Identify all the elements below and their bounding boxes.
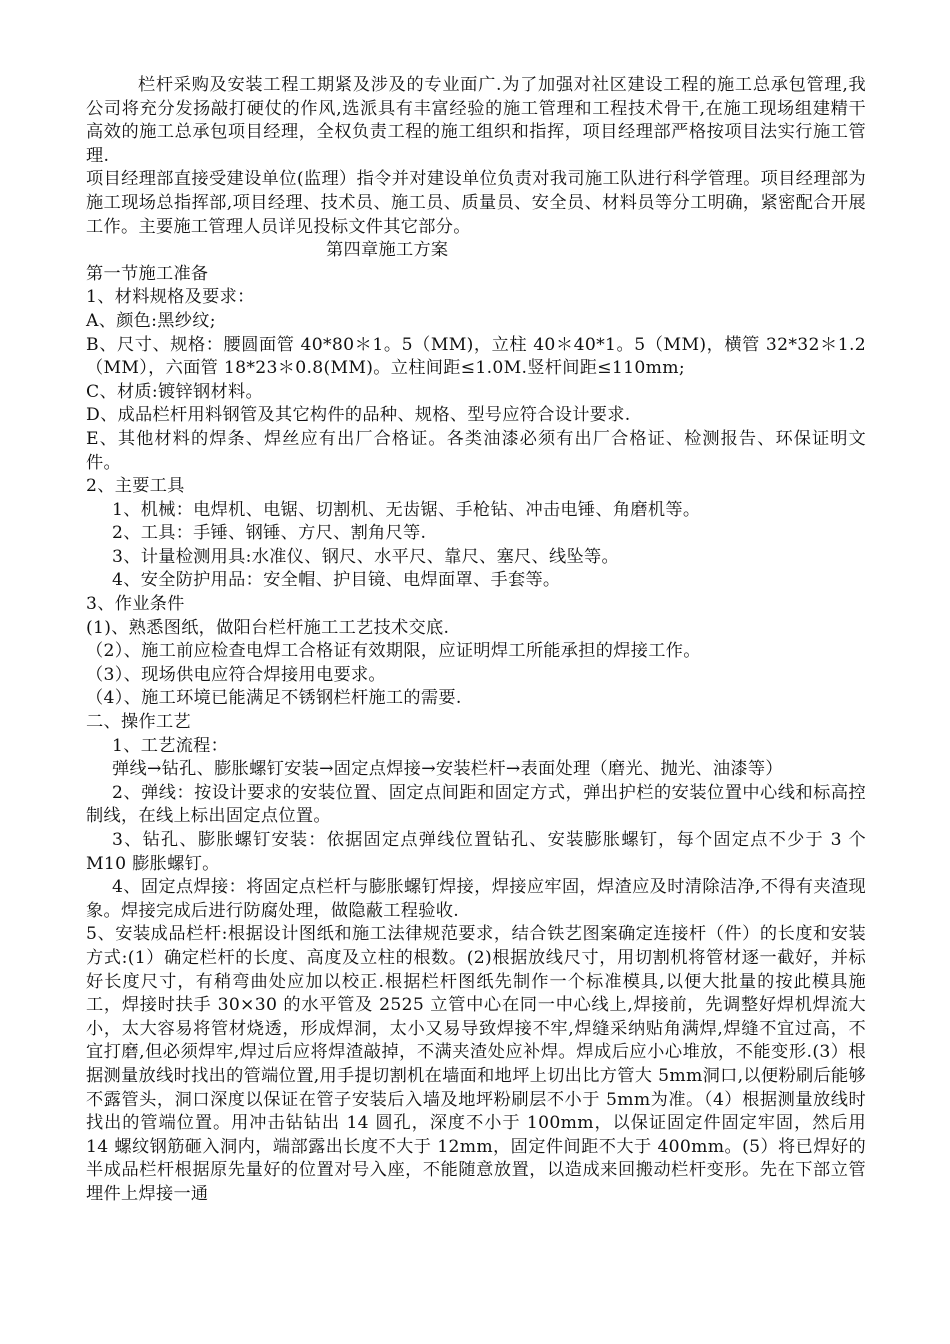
material-item-a: A、颜色:黑纱纹; <box>86 310 216 331</box>
condition-item-2: （2）、施工前应检查电焊工合格证有效期限，应证明焊工所能承担的焊接工作。 <box>86 641 701 662</box>
conditions-heading: 3、作业条件 <box>86 594 185 615</box>
condition-item-3: （3）、现场供电应符合焊接用电要求。 <box>86 664 386 685</box>
management-paragraph: 项目经理部直接受建设单位(监理）指令并对建设单位负责对我司施工队进行科学管理。项目经理部为施工现场总指挥部,项目经理、技术员、施工员、质量员、安全员、材料员等分工明确，紧密配合开展工作。主要施工管理人员详见投标文件其它部分。 <box>86 169 866 237</box>
material-item-b: B、尺寸、规格：腰圆面管 40*80＊1。5（MM)，立柱 40＊40*1。5（MM)，横管 32*32＊1.2（MM），六面管 18*23＊0.8(MM)。立柱间距≤1.0M.竖杆间距≤110mm; <box>86 334 866 379</box>
process-step-5: 5、安装成品栏杆:根据设计图纸和施工法律规范要求，结合铁艺图案确定连接杆（件）的长度和安装方式:(1）确定栏杆的长度、高度及立柱的根数。(2)根据放线尺寸，用切割机将管材逐一截好，并标好长度尺寸，有稍弯曲处应加以校正.根据栏杆图纸先制作一个标准模具,以便大批量的按此模具施工，焊接时扶手 30×30 的水平管及 2525 立管中心在同一中心线上,焊接前，先调整好焊机焊流大小，太大容易将管材烧透，形成焊洞，太小又易导致焊接不牢,焊缝采纳贴角满焊,焊缝不宜过高，不宜打磨,但必须焊牢,焊过后应将焊渣敲掉，不满夹渣处应补焊。焊成后应小心堆放，不能变形.(3）根据测量放线时找出的管端位置,用手提切割机在墙面和地坪上切出比方管大 5mm洞口,以便粉刷后能够不露管头，洞口深度以保证在管子安装后入墙及地坪粉刷层不小于 5mm为准。（4）根据测量放线时找出的管端位置。用冲击钻钻出 14 圆孔，深度不小于 100mm，以保证固定件固定牢固，然后用 14 螺纹钢筋砸入洞内，端部露出长度不大于 12mm，固定件间距不大于 400mm。(5）将已焊好的半成品栏杆根据原先量好的位置对号入座，不能随意放置，以造成来回搬动栏杆变形。先在下部立管埋件上焊接一通 <box>86 924 866 1204</box>
condition-item-1: (1)、熟悉图纸，做阳台栏杆施工工艺技术交底. <box>86 617 450 638</box>
materials-heading: 1、材料规格及要求： <box>86 287 255 308</box>
tool-item-2: 2、工具：手锤、钢锤、方尺、割角尺等. <box>112 523 427 544</box>
process-step-2: 2、弹线：按设计要求的安装位置、固定点间距和固定方式，弹出护栏的安装位置中心线和标高控制线，在线上标出固定点位置。 <box>86 782 866 827</box>
condition-item-4: （4）、施工环境已能满足不锈钢栏杆施工的需要. <box>86 688 462 709</box>
process-step-4: 4、固定点焊接：将固定点栏杆与膨胀螺钉焊接，焊接应牢固，焊渣应及时清除洁净,不得有夹渣现象。焊接完成后进行防腐处理，做隐蔽工程验收. <box>86 877 866 921</box>
process-flow: 弹线→钻孔、膨胀螺钉安装→固定点焊接→安装栏杆→表面处理（磨光、抛光、油漆等） <box>112 759 783 780</box>
tool-item-3: 3、计量检测用具:水准仪、钢尺、水平尺、靠尺、塞尺、线坠等。 <box>112 546 619 567</box>
intro-paragraph: 栏杆采购及安装工程工期紧及涉及的专业面广.为了加强对社区建设工程的施工总承包管理,我公司将充分发扬敲打硬仗的作风,选派具有丰富经验的施工管理和工程技术骨干,在施工现场组建精干高效的施工总承包项目经理，全权负责工程的施工组织和指挥，项目经理部严格按项目法实行施工管理. <box>86 75 866 166</box>
material-item-d: D、成品栏杆用料钢管及其它构件的品种、规格、型号应符合设计要求. <box>86 405 631 426</box>
process-step-3: 3、钻孔、膨胀螺钉安装：依据固定点弹线位置钻孔、安装膨胀螺钉，每个固定点不少于 3 个 M10 膨胀螺钉。 <box>86 830 866 874</box>
section-title: 第一节施工准备 <box>86 263 209 284</box>
tools-heading: 2、主要工具 <box>86 476 185 497</box>
tool-item-4: 4、安全防护用品：安全帽、护目镜、电焊面罩、手套等。 <box>112 570 561 591</box>
process-step-1: 1、工艺流程： <box>112 735 229 756</box>
material-item-e: E、其他材料的焊条、焊丝应有出厂合格证。各类油漆必须有出厂合格证、检测报告、环保证明文件。 <box>86 428 866 473</box>
material-item-c: C、材质:镀锌钢材料。 <box>86 381 263 402</box>
document-page <box>86 74 866 1207</box>
chapter-title: 第四章施工方案 <box>326 240 449 261</box>
process-heading: 二、操作工艺 <box>86 712 191 733</box>
tool-item-1: 1、机械：电焊机、电锯、切割机、无齿锯、手枪钻、冲击电锤、角磨机等。 <box>112 499 701 520</box>
